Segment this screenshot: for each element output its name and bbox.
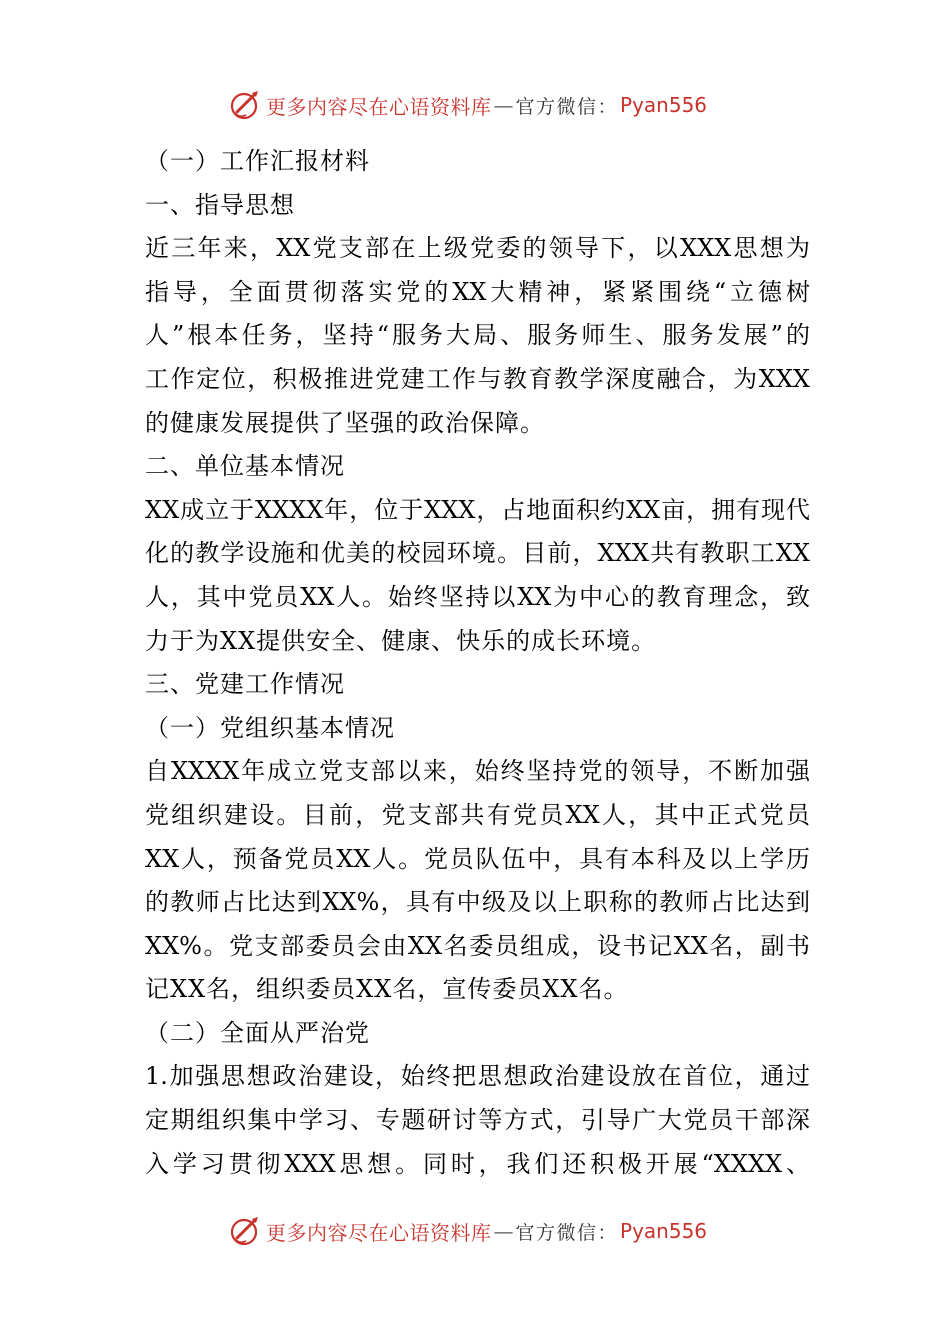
paragraph-line: XX成立于XXXX年，位于XXX，占地面积约XX亩，拥有现代 xyxy=(145,495,810,524)
pen-on-circle-logo-icon xyxy=(228,88,262,122)
watermark-account-id: Pyan556 xyxy=(620,93,708,117)
paragraph-line: 指导，全面贯彻落实党的XX大精神，紧紧围绕“立德树 xyxy=(145,277,810,306)
paragraph-line: 工作定位，积极推进党建工作与教育教学深度融合，为XXX xyxy=(145,364,810,393)
paragraph-line: 1.加强思想政治建设，始终把思想政治建设放在首位，通过 xyxy=(145,1062,810,1091)
heading-guiding-ideology: 一、指导思想 xyxy=(145,190,295,219)
paragraph-line: 党组织建设。目前，党支部共有党员XX人，其中正式党员 xyxy=(145,800,810,829)
paragraph-line: 近三年来，XX党支部在上级党委的领导下，以XXX思想为 xyxy=(145,234,810,263)
paragraph-line: 入学习贯彻XXX思想。同时，我们还积极开展“XXXX、 xyxy=(145,1149,810,1178)
paragraph-line: 记XX名，组织委员XX名，宣传委员XX名。 xyxy=(145,975,629,1004)
heading-party-building: 三、党建工作情况 xyxy=(145,670,345,699)
watermark-main-text: 更多内容尽在心语资料库 xyxy=(266,1220,492,1245)
paragraph-line: 化的教学设施和优美的校园环境。目前，XXX共有教职工XX xyxy=(145,539,810,568)
watermark-header xyxy=(228,88,707,122)
watermark-footer xyxy=(228,1214,707,1248)
subheading-strict-governance: （二）全面从严治党 xyxy=(145,1018,370,1047)
paragraph-line: 的健康发展提供了坚强的政治保障。 xyxy=(145,408,545,437)
watermark-official-label: 官方微信： xyxy=(515,1221,619,1244)
paragraph-line: 人，其中党员XX人。始终坚持以XX为中心的教育理念，致 xyxy=(145,582,810,611)
watermark-official-label: 官方微信： xyxy=(515,95,619,118)
paragraph-line: 力于为XX提供安全、健康、快乐的成长环境。 xyxy=(145,626,657,655)
document-body xyxy=(145,140,810,1186)
paragraph-line: XX人，预备党员XX人。党员队伍中，具有本科及以上学历 xyxy=(145,844,810,873)
watermark-main-text: 更多内容尽在心语资料库 xyxy=(266,94,492,119)
watermark-dash: — xyxy=(493,93,514,117)
heading-unit-basic-info: 二、单位基本情况 xyxy=(145,452,345,481)
paragraph-line: XX%。党支部委员会由XX名委员组成，设书记XX名，副书 xyxy=(145,931,810,960)
section-title-work-report: （一）工作汇报材料 xyxy=(145,147,370,175)
pen-on-circle-logo-icon xyxy=(228,1214,262,1248)
paragraph-line: 定期组织集中学习、专题研讨等方式，引导广大党员干部深 xyxy=(145,1106,810,1135)
watermark-dash: — xyxy=(493,1219,514,1243)
paragraph-line: 自XXXX年成立党支部以来，始终坚持党的领导，不断加强 xyxy=(145,757,810,786)
watermark-account-id: Pyan556 xyxy=(620,1219,708,1243)
paragraph-line: 人”根本任务，坚持“服务大局、服务师生、服务发展”的 xyxy=(145,321,810,350)
subheading-party-org-info: （一）党组织基本情况 xyxy=(145,713,395,742)
paragraph-line: 的教师占比达到XX%，具有中级及以上职称的教师占比达到 xyxy=(145,888,810,917)
